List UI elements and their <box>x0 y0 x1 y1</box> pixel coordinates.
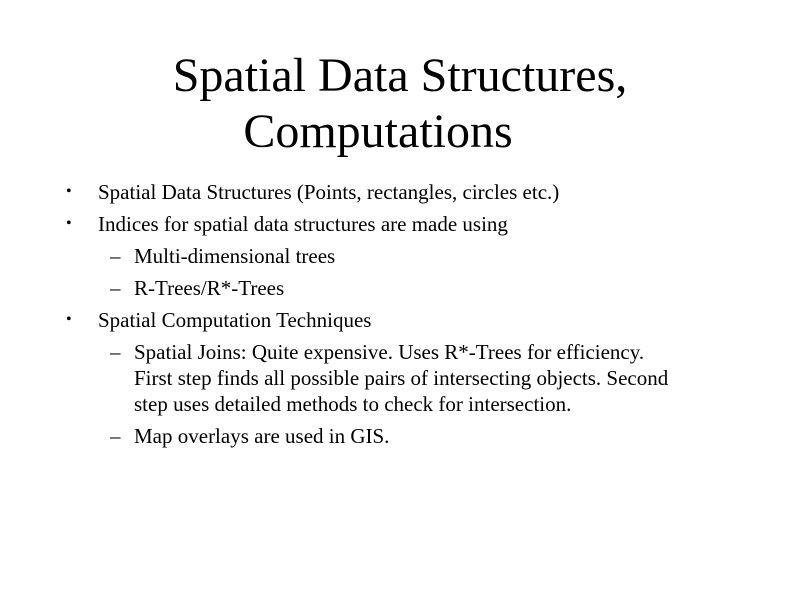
sub-bullet-item <box>0 336 800 420</box>
bullet-item <box>0 304 800 336</box>
bullet-item <box>0 208 800 240</box>
sub-bullet-marker: – <box>110 244 121 268</box>
bullet-item <box>0 176 800 208</box>
slide-title <box>0 48 800 160</box>
sub-bullet-item <box>0 272 800 304</box>
sub-bullet-text: Map overlays are used in GIS. <box>134 424 390 448</box>
sub-bullet-item <box>0 240 800 272</box>
bullet-text: Indices for spatial data structures are made using <box>98 212 508 236</box>
sub-bullet-item <box>0 420 800 452</box>
title-line-1: Spatial Data Structures, <box>172 49 628 102</box>
sub-bullet-marker: – <box>110 424 121 448</box>
sub-bullet-text: Spatial Joins: Quite expensive. Uses R*-Trees for efficiency. First step finds all possible pairs of intersecting objects. Second step uses detailed methods to check for intersection. <box>134 340 669 416</box>
bullet-marker: • <box>66 183 72 200</box>
sub-bullet-text: Multi-dimensional trees <box>134 244 336 268</box>
bullet-marker: • <box>66 215 72 232</box>
sub-bullet-marker: – <box>110 340 121 364</box>
title-line-2: Computations <box>243 105 513 158</box>
bullet-text: Spatial Data Structures (Points, rectangles, circles etc.) <box>98 180 560 204</box>
sub-bullet-text: R-Trees/R*-Trees <box>134 276 285 300</box>
bullet-list <box>0 176 800 452</box>
bullet-marker: • <box>66 311 72 328</box>
bullet-text: Spatial Computation Techniques <box>98 308 372 332</box>
sub-bullet-marker: – <box>110 276 121 300</box>
